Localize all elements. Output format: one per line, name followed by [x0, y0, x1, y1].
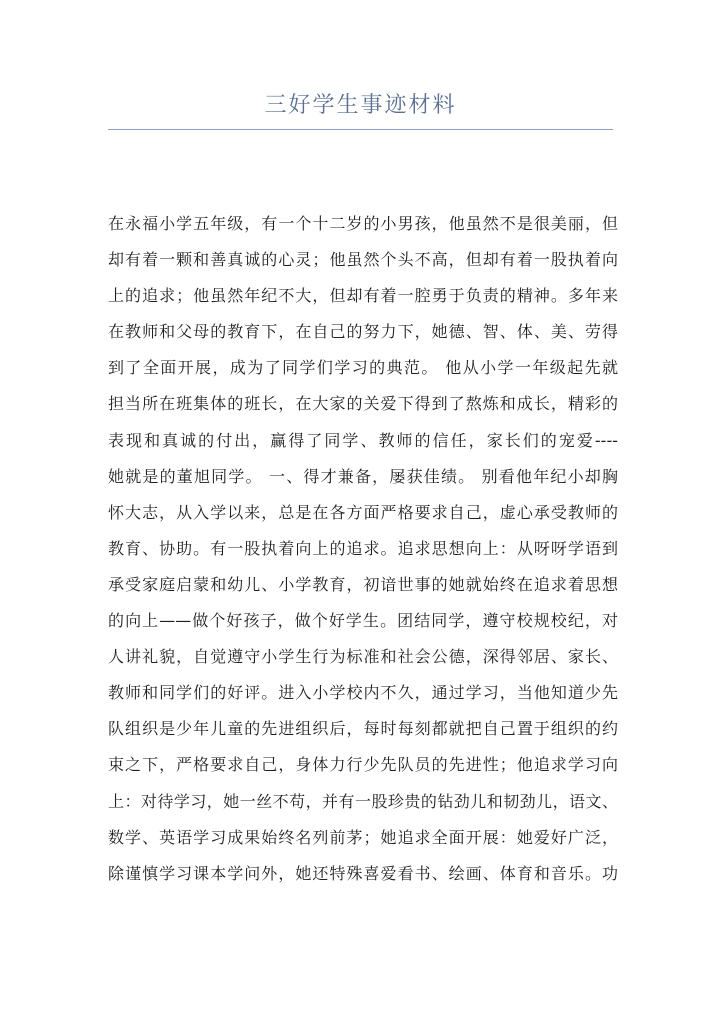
body-line: 教师和同学们的好评。进入小学校内不久，通过学习，当他知道少先: [108, 683, 618, 703]
body-line: 人讲礼貌，自觉遵守小学生行为标准和社会公德，深得邻居、家长、: [108, 647, 618, 667]
body-line: 到了全面开展，成为了同学们学习的典范。 他从小学一年级起先就: [108, 358, 618, 378]
document-body: [108, 206, 618, 892]
body-line: 在教师和父母的教育下，在自己的努力下，她德、智、体、美、劳得: [108, 322, 618, 342]
title-divider: [108, 129, 613, 130]
body-line: 的向上——做个好孩子，做个好学生。团结同学，遵守校规校纪，对: [108, 611, 618, 631]
body-line: 上的追求；他虽然年纪不大，但却有着一腔勇于负责的精神。多年来: [108, 286, 618, 306]
body-line: 上：对待学习，她一丝不苟，并有一股珍贵的钻劲儿和韧劲儿，语文、: [108, 791, 618, 811]
body-line: 她就是的董旭同学。 一、得才兼备，屡获佳绩。 别看他年纪小却胸: [108, 466, 618, 486]
body-line: 却有着一颗和善真诚的心灵；他虽然个头不高，但却有着一股执着向: [108, 250, 618, 270]
body-line: 束之下，严格要求自己，身体力行少先队员的先进性；他追求学习向: [108, 755, 618, 775]
body-line: 队组织是少年儿童的先进组织后，每时每刻都就把自己置于组织的约: [108, 719, 618, 739]
body-line: 承受家庭启蒙和幼儿、小学教育，初谙世事的她就始终在追求着思想: [108, 574, 618, 594]
body-line: 担当所在班集体的班长，在大家的关爱下得到了熬炼和成长，精彩的: [108, 394, 618, 414]
body-line: 怀大志，从入学以来，总是在各方面严格要求自己，虚心承受教师的: [108, 502, 618, 522]
body-line: 数学、英语学习成果始终名列前茅；她追求全面开展：她爱好广泛，: [108, 827, 618, 847]
document-title: 三好学生事迹材料: [264, 93, 457, 118]
body-line: 除谨慎学习课本学问外，她还特殊喜爱看书、绘画、体育和音乐。功: [108, 863, 618, 883]
body-line: 表现和真诚的付出，赢得了同学、教师的信任，家长们的宠爱----: [108, 430, 618, 450]
body-line: 在永福小学五年级，有一个十二岁的小男孩，他虽然不是很美丽，但: [108, 214, 618, 233]
body-line: 教育、协助。有一股执着向上的追求。追求思想向上：从呀呀学语到: [108, 538, 618, 558]
